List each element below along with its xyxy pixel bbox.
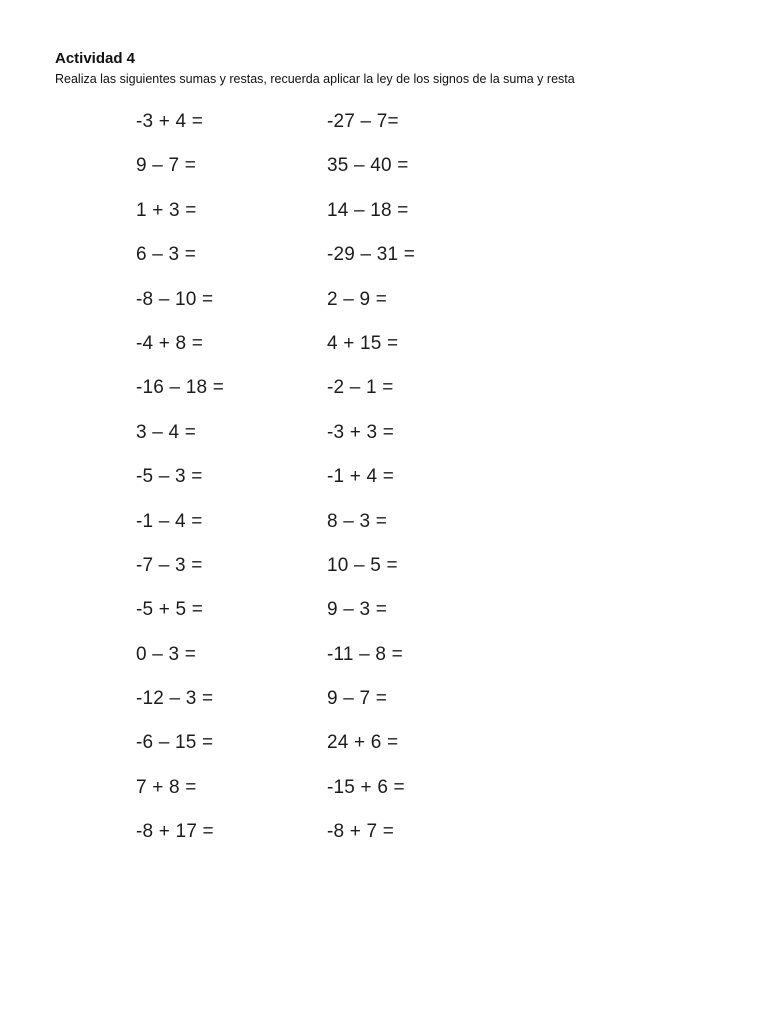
exercise-item: -5 – 3 = — [136, 466, 203, 488]
exercise-item: -4 + 8 = — [136, 332, 204, 354]
exercise-item: -7 – 3 = — [136, 554, 203, 576]
exercise-item: 35 – 40 = — [327, 155, 409, 177]
page-title: Actividad 4 — [55, 50, 136, 67]
exercise-item: 2 – 9 = — [327, 288, 388, 310]
exercise-item: -3 + 3 = — [327, 421, 395, 443]
exercise-column-left — [136, 108, 224, 863]
exercise-item: 7 + 8 = — [136, 776, 197, 798]
exercise-item: -16 – 18 = — [136, 377, 225, 399]
exercise-item: -8 + 17 = — [136, 821, 214, 843]
exercise-item: 3 – 4 = — [136, 421, 197, 443]
exercise-item: -15 + 6 = — [327, 776, 405, 798]
exercise-column-right — [327, 108, 415, 863]
exercise-item: 9 – 7 = — [136, 155, 197, 177]
exercise-item: -27 – 7= — [327, 111, 399, 132]
exercise-item: -5 + 5 = — [136, 599, 204, 621]
exercise-item: -12 – 3 = — [136, 688, 214, 710]
exercise-item: 8 – 3 = — [327, 510, 388, 532]
exercise-item: -1 + 4 = — [327, 466, 395, 488]
exercise-item: 6 – 3 = — [136, 244, 197, 266]
exercise-item: 4 + 15 = — [327, 332, 399, 354]
exercise-item: 14 – 18 = — [327, 199, 409, 221]
exercise-item: 1 + 3 = — [136, 199, 197, 221]
exercise-item: 10 – 5 = — [327, 554, 398, 576]
exercise-item: -11 – 8 = — [327, 643, 403, 665]
exercise-item: -3 + 4 = — [136, 111, 204, 132]
exercise-item: 0 – 3 = — [136, 643, 197, 665]
exercise-item: -1 – 4 = — [136, 510, 203, 532]
instructions-text: Realiza las siguientes sumas y restas, recuerda aplicar la ley de los signos de la suma y resta — [55, 72, 575, 86]
exercise-item: -2 – 1 = — [327, 377, 394, 399]
exercise-item: -8 + 7 = — [327, 821, 395, 843]
exercise-item: 24 + 6 = — [327, 732, 399, 754]
exercise-item: -6 – 15 = — [136, 732, 214, 754]
exercise-item: 9 – 7 = — [327, 688, 388, 710]
exercise-item: 9 – 3 = — [327, 599, 388, 621]
exercise-item: -8 – 10 = — [136, 288, 214, 310]
exercise-item: -29 – 31 = — [327, 244, 416, 266]
